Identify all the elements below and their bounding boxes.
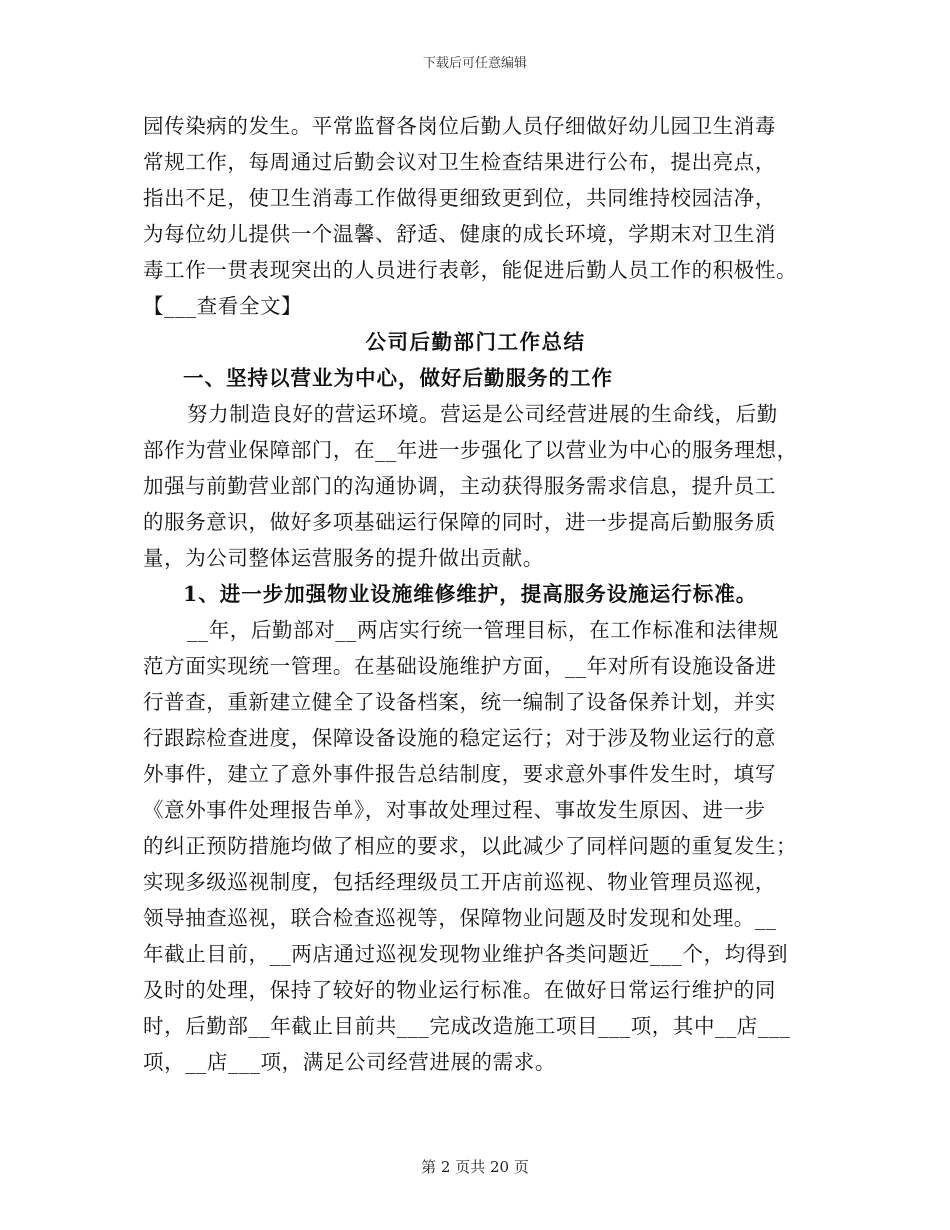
body-line: 项，__店___项，满足公司经营进展的需求。 [143, 1050, 556, 1074]
body-line: 及时的处理，保持了较好的物业运行标准。在做好日常运行维护的同 [143, 978, 776, 1002]
body-line: 的服务意识，做好多项基础运行保障的同时，进一步提高后勤服务质 [143, 510, 776, 534]
body-line: 行普查，重新建立健全了设备档案，统一编制了设备保养计划，并实 [143, 690, 776, 714]
subsection-heading: 1、进一步加强物业设施维修维护，提高服务设施运行标准。 [183, 582, 758, 606]
body-line: 行跟踪检查进度，保障设备设施的稳定运行；对于涉及物业运行的意 [143, 726, 776, 750]
body-line: 常规工作，每周通过后勤会议对卫生检查结果进行公布，提出亮点， [143, 150, 776, 174]
body-line: 的纠正预防措施均做了相应的要求，以此减少了同样问题的重复发生； [143, 834, 798, 858]
body-line: 年截止目前，__两店通过巡视发现物业维护各类问题近___个，均得到 [143, 942, 789, 966]
paragraph-first-line: __年，后勤部对__两店实行统一管理目标，在工作标准和法律规 [187, 618, 779, 642]
body-line: 指出不足，使卫生消毒工作做得更细致更到位，共同维持校园洁净， [143, 186, 776, 210]
body-line: 加强与前勤营业部门的沟通协调，主动获得服务需求信息，提升员工 [143, 474, 776, 498]
document-title: 公司后勤部门工作总结 [365, 330, 586, 354]
body-line: 毒工作一贯表现突出的人员进行表彰，能促进后勤人员工作的积极性。 [143, 258, 798, 282]
page-footer: 第 2 页共 20 页 [421, 1158, 529, 1176]
body-line: 《意外事件处理报告单》，对事故处理过程、事故发生原因、进一步 [143, 798, 766, 822]
body-line: 为每位幼儿提供一个温馨、舒适、健康的成长环境，学期末对卫生消 [143, 222, 776, 246]
body-line: 实现多级巡视制度，包括经理级员工开店前巡视、物业管理员巡视， [143, 870, 776, 894]
body-line: 部作为营业保障部门，在__年进一步强化了以营业为中心的服务理想， [143, 438, 798, 462]
view-full-text-link[interactable]: 【___查看全文】 [143, 294, 303, 318]
body-line: 时，后勤部__年截止目前共___完成改造施工项目___项，其中__店___ [143, 1014, 791, 1038]
page-header: 下载后可任意编辑 [422, 56, 527, 71]
document-body [143, 108, 808, 1080]
section-heading: 一、坚持以营业为中心，做好后勤服务的工作 [183, 366, 613, 390]
body-line: 园传染病的发生。平常监督各岗位后勤人员仔细做好幼儿园卫生消毒 [143, 114, 776, 138]
body-line: 外事件，建立了意外事件报告总结制度，要求意外事件发生时，填写 [143, 762, 776, 786]
body-line: 领导抽查巡视，联合检查巡视等，保障物业问题及时发现和处理。__ [143, 906, 777, 930]
body-line: 范方面实现统一管理。在基础设施维护方面，__年对所有设施设备进 [143, 654, 777, 678]
body-line: 量，为公司整体运营服务的提升做出贡献。 [143, 546, 544, 570]
paragraph-first-line: 努力制造良好的营运环境。营运是公司经营进展的生命线，后勤 [187, 402, 778, 426]
